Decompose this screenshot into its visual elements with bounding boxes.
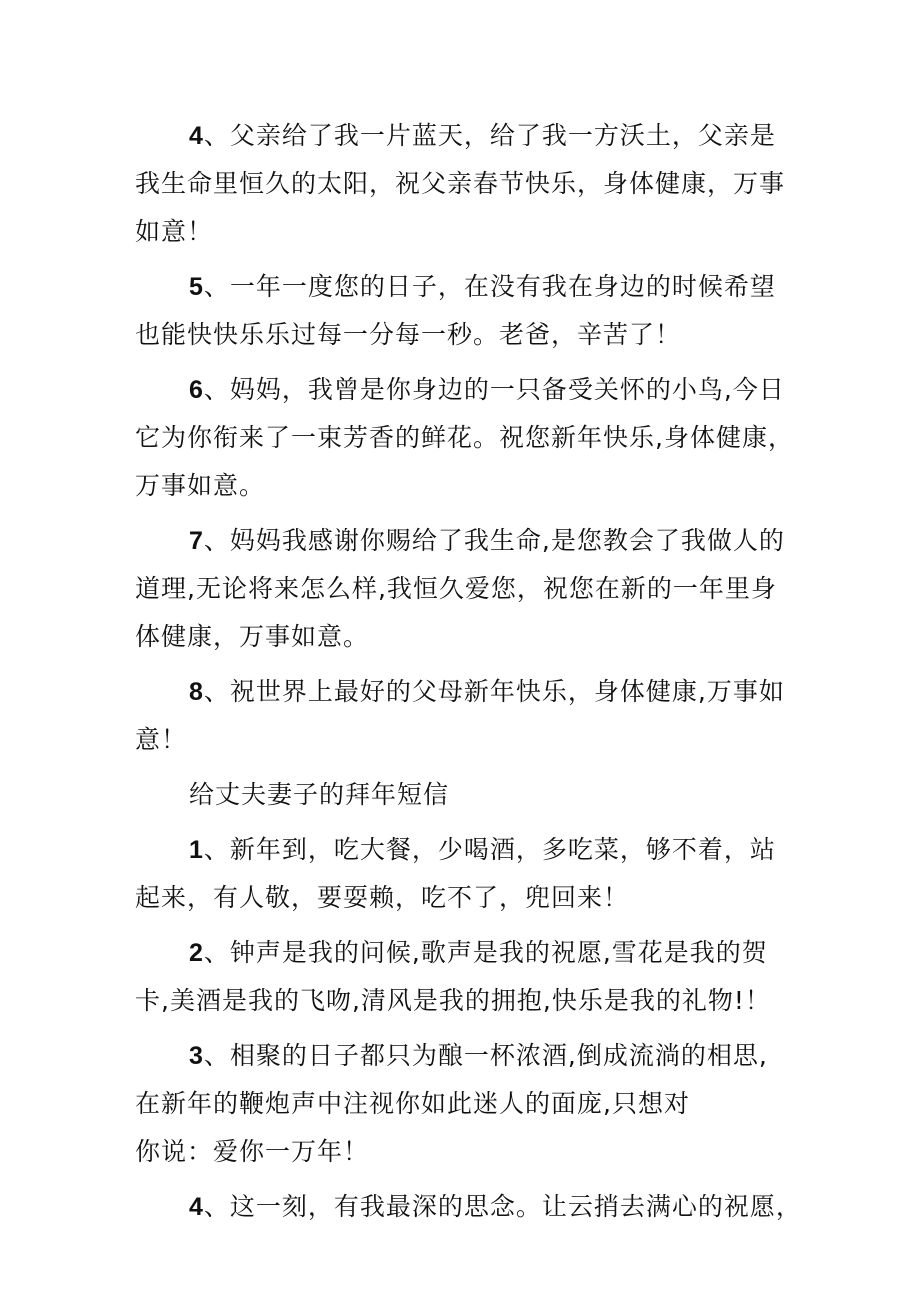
paragraph-line: 意！ — [135, 725, 188, 754]
line-text: 、这一刻，有我最深的思念。让云捎去满心的祝愿， — [203, 1192, 802, 1221]
paragraph-line: 如意！ — [135, 217, 214, 246]
paragraph-item-5 — [135, 263, 795, 359]
item-number: 3 — [189, 1042, 204, 1070]
paragraph-item-6 — [135, 366, 795, 510]
paragraph-line: 道理,无论将来怎么样,我恒久爱您，祝您在新的一年里身 — [135, 574, 777, 603]
paragraph-line: 我生命里恒久的太阳，祝父亲春节快乐，身体健康，万事 — [135, 169, 786, 198]
paragraph-item-8 — [135, 668, 795, 764]
item-number: 1 — [189, 836, 204, 864]
paragraph-line: 卡,美酒是我的飞吻,清风是我的拥抱,快乐是我的礼物!！ — [135, 986, 771, 1015]
paragraph-line: 它为你衔来了一束芳香的鲜花。祝您新年快乐,身体健康， — [135, 423, 794, 452]
paragraph-item-3 — [135, 1032, 795, 1176]
paragraph-line: 你说：爱你一万年！ — [135, 1137, 370, 1166]
paragraph-first-line — [135, 826, 795, 874]
line-text: 、一年一度您的日子，在没有我在身边的时候希望 — [203, 272, 776, 301]
paragraph-first-line — [135, 112, 795, 160]
item-number: 4 — [189, 122, 204, 150]
paragraph-first-line — [135, 1183, 802, 1231]
section-heading-text: 给丈夫妻子的拜年短信 — [189, 780, 450, 809]
paragraph-line: 在新年的鞭炮声中注视你如此迷人的面庞,只想对 — [135, 1089, 690, 1118]
item-number: 8 — [189, 678, 204, 706]
paragraph-item-7 — [135, 517, 795, 661]
section-heading — [135, 771, 795, 819]
line-text: 、父亲给了我一片蓝天，给了我一方沃土，父亲是 — [203, 121, 776, 150]
paragraph-first-line — [135, 1032, 795, 1080]
paragraph-item-2 — [135, 929, 795, 1025]
paragraph-line: 体健康，万事如意。 — [135, 622, 370, 651]
line-text: 、相聚的日子都只为酿一杯浓酒,倒成流淌的相思, — [203, 1041, 768, 1070]
paragraph-item-1 — [135, 826, 795, 922]
item-number: 7 — [189, 527, 204, 555]
item-number: 4 — [189, 1193, 204, 1221]
paragraph-first-line — [135, 366, 795, 414]
paragraph-first-line — [135, 668, 795, 716]
paragraph-first-line — [135, 263, 795, 311]
paragraph-line: 起来，有人敬，要耍赖，吃不了，兜回来！ — [135, 883, 630, 912]
paragraph-item-4 — [135, 112, 795, 256]
paragraph-line: 万事如意。 — [135, 471, 266, 500]
item-number: 2 — [189, 939, 204, 967]
paragraph-item-4b — [135, 1183, 802, 1231]
paragraph-first-line — [135, 517, 795, 565]
paragraph-line: 也能快快乐乐过每一分每一秒。老爸，辛苦了！ — [135, 320, 682, 349]
item-number: 5 — [189, 273, 204, 301]
line-text: 、祝世界上最好的父母新年快乐，身体健康,万事如 — [203, 677, 785, 706]
item-number: 6 — [189, 376, 204, 404]
line-text: 、妈妈，我曾是你身边的一只备受关怀的小鸟,今日 — [203, 375, 785, 404]
line-text: 、钟声是我的问候,歌声是我的祝愿,雪花是我的贺 — [203, 938, 768, 967]
line-text: 、新年到，吃大餐，少喝酒，多吃菜，够不着，站 — [203, 835, 776, 864]
line-text: 、妈妈我感谢你赐给了我生命,是您教会了我做人的 — [203, 526, 785, 555]
document-body — [135, 112, 802, 1231]
paragraph-first-line — [135, 929, 795, 977]
